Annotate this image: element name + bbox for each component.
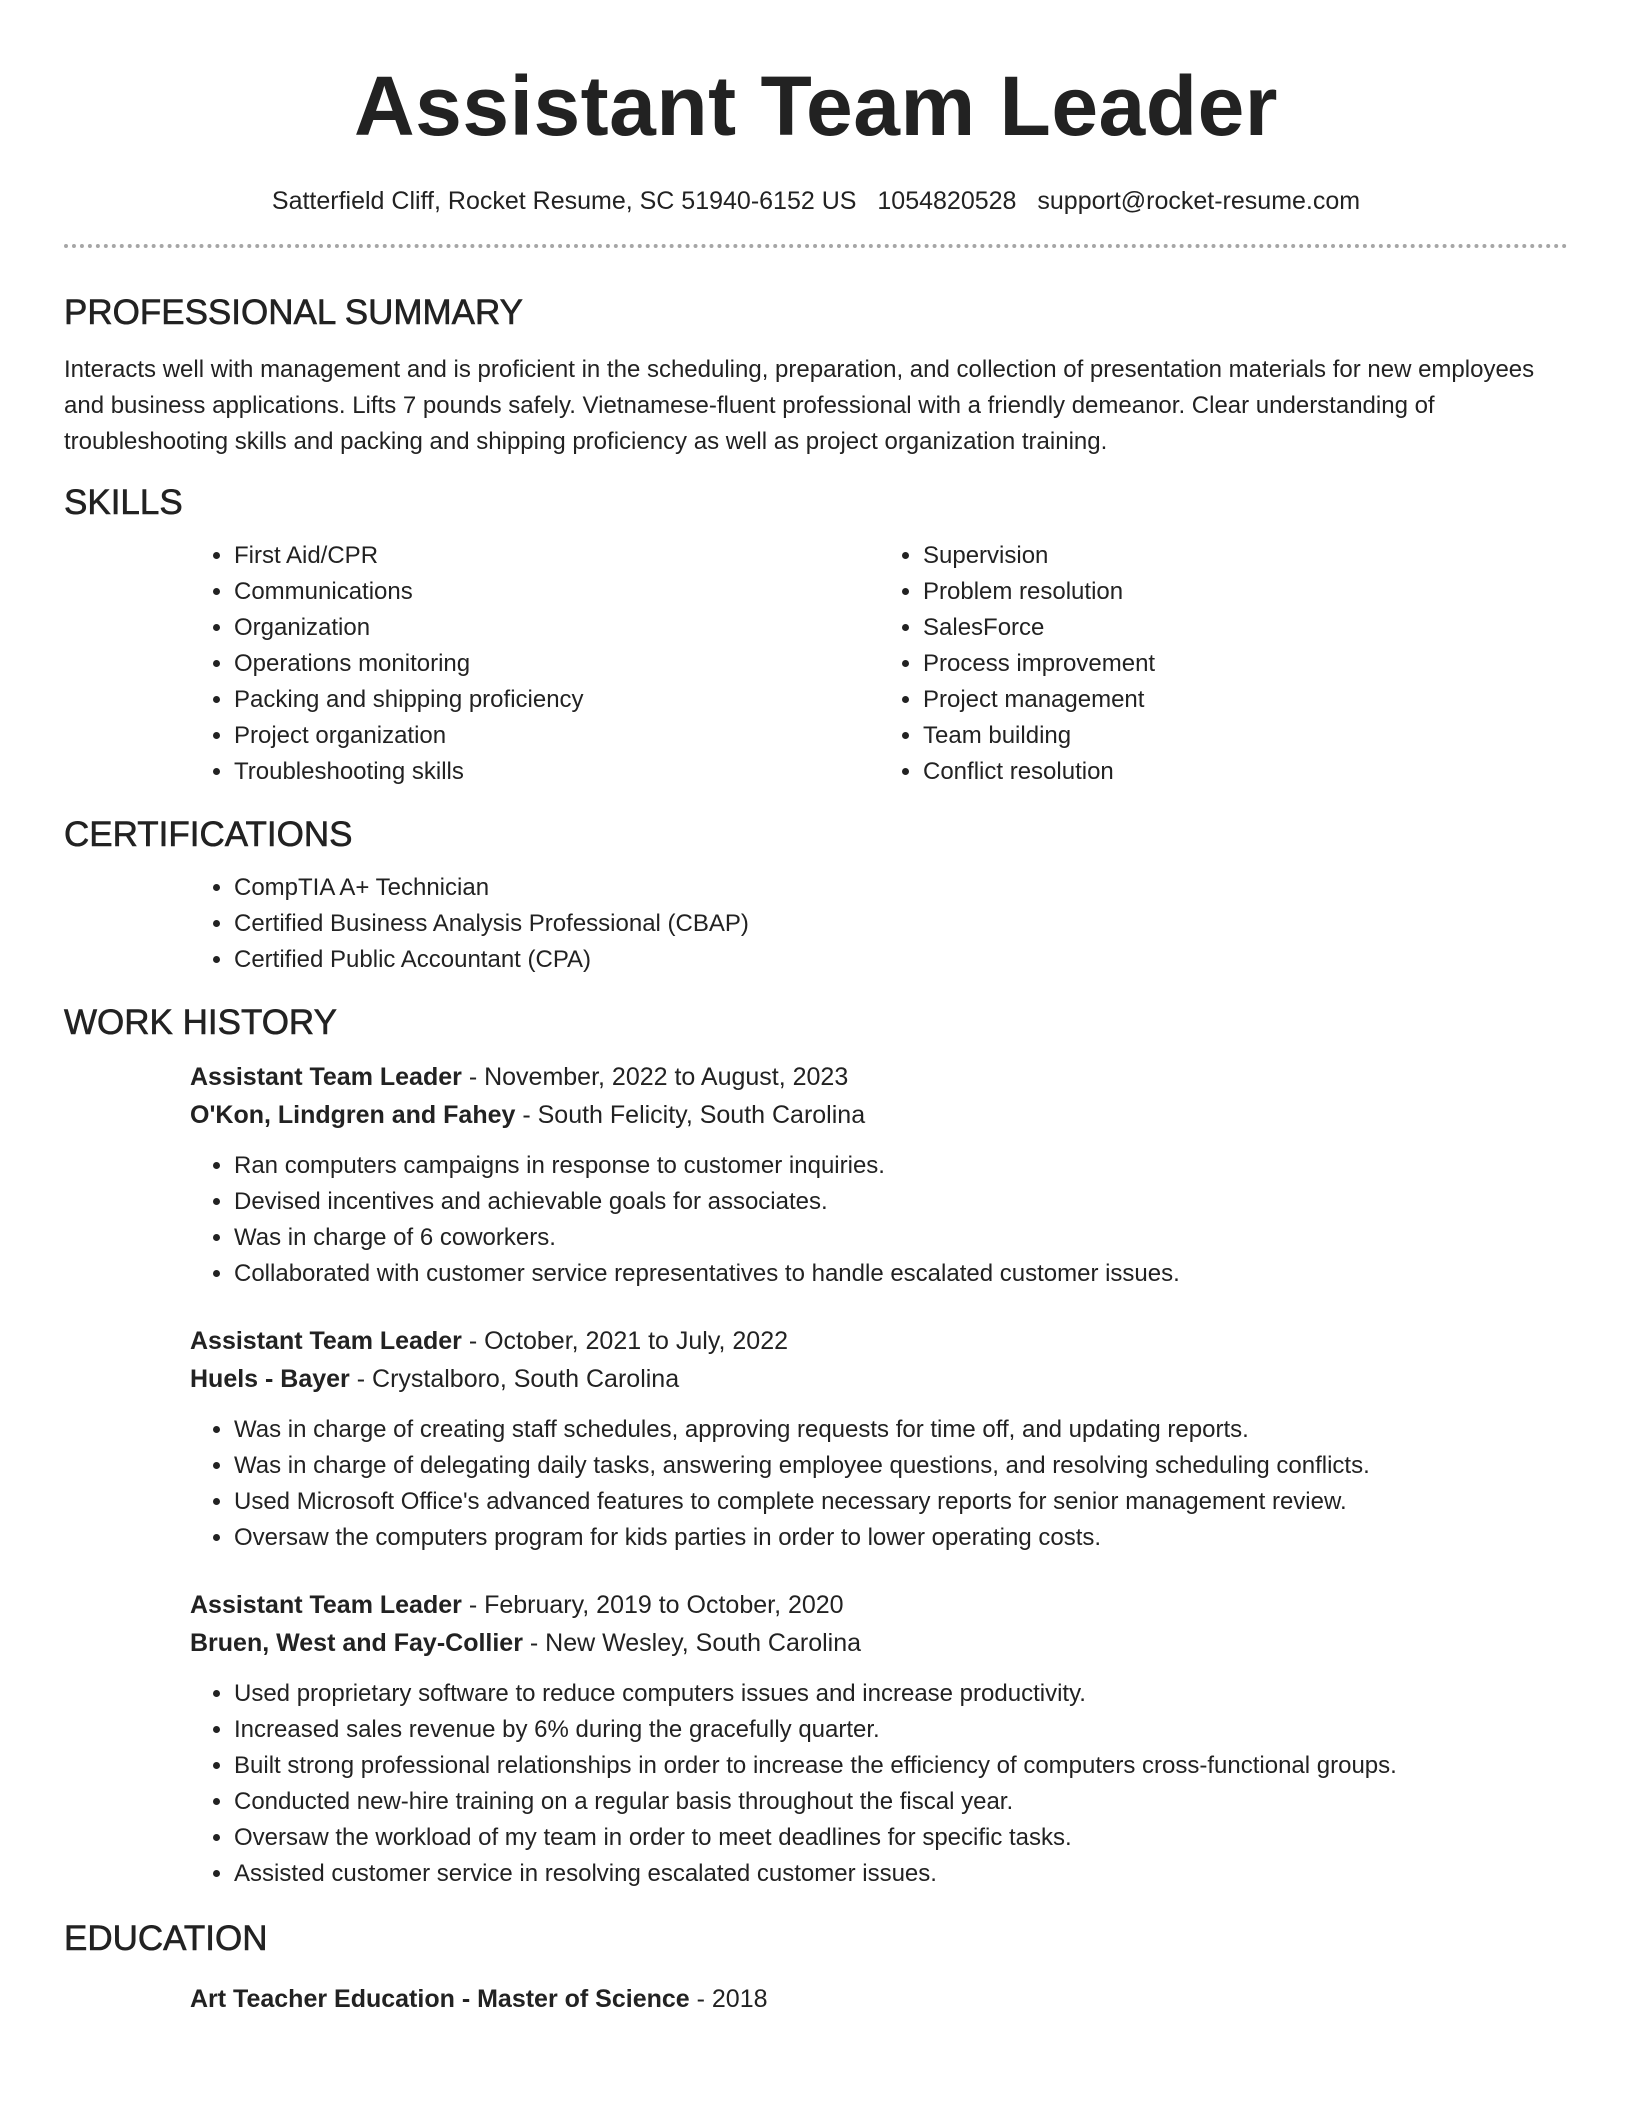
skill-item: • Project organization xyxy=(234,718,879,754)
education-line xyxy=(190,1980,1568,2018)
skills-heading: SKILLS xyxy=(64,483,183,522)
job-bullet: • Oversaw the computers program for kids parties in order to lower operating costs. xyxy=(234,1520,1568,1556)
skill-item: • Troubleshooting skills xyxy=(234,754,879,790)
skills-list xyxy=(190,538,1568,790)
job-bullet: • Used proprietary software to reduce computers issues and increase productivity. xyxy=(234,1676,1568,1712)
job-title-line xyxy=(190,1058,1568,1096)
job-company-line xyxy=(190,1360,1568,1398)
skills-left-column xyxy=(190,538,879,790)
job-bullets xyxy=(190,1412,1568,1556)
job-bullet: • Was in charge of delegating daily tasks, answering employee questions, and resolving scheduling conflicts. xyxy=(234,1448,1568,1484)
job-bullet: • Was in charge of creating staff schedules, approving requests for time off, and updating reports. xyxy=(234,1412,1568,1448)
job-bullet: • Conducted new-hire training on a regular basis throughout the fiscal year. xyxy=(234,1784,1568,1820)
certifications-list xyxy=(190,870,1568,978)
job-role: Assistant Team Leader xyxy=(190,1327,462,1355)
job-location: - New Wesley, South Carolina xyxy=(522,1629,862,1657)
job-bullet: • Collaborated with customer service representatives to handle escalated customer issues. xyxy=(234,1256,1568,1292)
contact-line xyxy=(64,186,1568,216)
skill-item: • Supervision xyxy=(923,538,1568,574)
job-company: Bruen, West and Fay-Collier xyxy=(190,1629,523,1657)
job-location: - South Felicity, South Carolina xyxy=(515,1101,866,1129)
skills-right-column xyxy=(879,538,1568,790)
job-dates: - November, 2022 to August, 2023 xyxy=(461,1063,849,1091)
job-role: Assistant Team Leader xyxy=(190,1063,462,1091)
certifications-heading: CERTIFICATIONS xyxy=(64,815,353,854)
skill-item: • Packing and shipping proficiency xyxy=(234,682,879,718)
education-year: - 2018 xyxy=(689,1985,768,2013)
skill-item: • Organization xyxy=(234,610,879,646)
job-bullet: • Increased sales revenue by 6% during the gracefully quarter. xyxy=(234,1712,1568,1748)
email: support@rocket-resume.com xyxy=(1037,187,1361,215)
job-entry xyxy=(190,1586,1568,1892)
job-company: Huels - Bayer xyxy=(190,1365,350,1393)
job-bullet: • Assisted customer service in resolving escalated customer issues. xyxy=(234,1856,1568,1892)
skill-item: • Team building xyxy=(923,718,1568,754)
job-bullet: • Devised incentives and achievable goals for associates. xyxy=(234,1184,1568,1220)
skill-item: • Process improvement xyxy=(923,646,1568,682)
skill-item: • Problem resolution xyxy=(923,574,1568,610)
work-history-heading: WORK HISTORY xyxy=(64,1003,337,1042)
job-dates: - February, 2019 to October, 2020 xyxy=(461,1591,844,1619)
education-degree: Art Teacher Education - Master of Science xyxy=(190,1985,690,2013)
job-company: O'Kon, Lindgren and Fahey xyxy=(190,1101,516,1129)
header-divider xyxy=(64,244,1568,248)
job-bullet: • Oversaw the workload of my team in order to meet deadlines for specific tasks. xyxy=(234,1820,1568,1856)
phone: 1054820528 xyxy=(877,187,1017,215)
job-bullet: • Used Microsoft Office's advanced features to complete necessary reports for senior management review. xyxy=(234,1484,1568,1520)
education-heading: EDUCATION xyxy=(64,1919,268,1958)
summary-heading: PROFESSIONAL SUMMARY xyxy=(64,293,523,332)
address: Satterfield Cliff, Rocket Resume, SC 51940-6152 US xyxy=(271,187,857,215)
job-entry xyxy=(190,1058,1568,1292)
job-location: - Crystalboro, South Carolina xyxy=(349,1365,680,1393)
job-title-line xyxy=(190,1322,1568,1360)
job-company-line xyxy=(190,1624,1568,1662)
certification-item: • Certified Public Accountant (CPA) xyxy=(234,942,1568,978)
summary-text: Interacts well with management and is proficient in the scheduling, preparation, and collection of presentation materials for new employees and business applications. Lifts 7 pounds safely. Vietnamese-fluent professional with a friendly demeanor. Clear understanding of troubleshooting skills and packing and shipping proficiency as well as project organization training. xyxy=(64,356,1535,455)
job-role: Assistant Team Leader xyxy=(190,1591,462,1619)
job-dates: - October, 2021 to July, 2022 xyxy=(461,1327,788,1355)
job-bullet: • Built strong professional relationships in order to increase the efficiency of computers cross-functional groups. xyxy=(234,1748,1568,1784)
education-entry xyxy=(190,1980,1568,2018)
certification-item: • CompTIA A+ Technician xyxy=(234,870,1568,906)
skill-item: • First Aid/CPR xyxy=(234,538,879,574)
job-bullets xyxy=(190,1148,1568,1292)
skill-item: • Conflict resolution xyxy=(923,754,1568,790)
job-company-line xyxy=(190,1096,1568,1134)
job-entry xyxy=(190,1322,1568,1556)
job-title-line xyxy=(190,1586,1568,1624)
skill-item: • Project management xyxy=(923,682,1568,718)
job-bullets xyxy=(190,1676,1568,1892)
skill-item: • Operations monitoring xyxy=(234,646,879,682)
skill-item: • SalesForce xyxy=(923,610,1568,646)
job-bullet: • Ran computers campaigns in response to customer inquiries. xyxy=(234,1148,1568,1184)
certification-item: • Certified Business Analysis Professional (CBAP) xyxy=(234,906,1568,942)
skill-item: • Communications xyxy=(234,574,879,610)
job-bullet: • Was in charge of 6 coworkers. xyxy=(234,1220,1568,1256)
candidate-name: Assistant Team Leader xyxy=(354,59,1278,153)
